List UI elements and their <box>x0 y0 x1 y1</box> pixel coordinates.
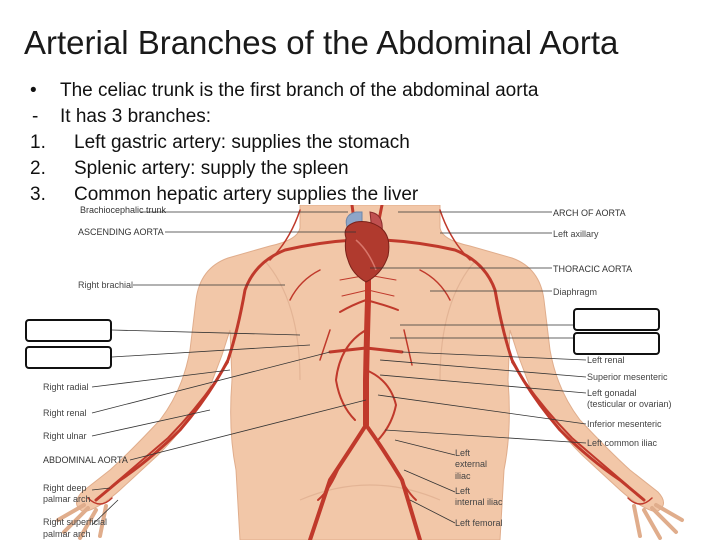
numbered-item <box>30 130 650 156</box>
label-right-radial: Right radial <box>43 382 89 392</box>
numbered-item <box>30 156 650 182</box>
label-superior-mesenteric: Superior mesenteric <box>587 372 668 382</box>
label-right-deep-palmar-2: palmar arch <box>43 494 91 504</box>
number-marker: 1. <box>30 132 46 153</box>
label-right-superficial-palmar-2: palmar arch <box>43 529 91 539</box>
label-right-deep-palmar: Right deep <box>43 483 87 493</box>
number-marker: 2. <box>30 158 46 179</box>
label-right-renal: Right renal <box>43 408 87 418</box>
label-inferior-mesenteric: Inferior mesenteric <box>587 419 662 429</box>
numbered-text: Common hepatic artery supplies the liver <box>74 184 419 205</box>
numbered-text: Left gastric artery: supplies the stomach <box>74 132 410 153</box>
label-arch-of-aorta: ARCH OF AORTA <box>553 208 626 218</box>
blank-label-box <box>573 332 660 355</box>
bullet-item <box>30 78 650 104</box>
bullet-list <box>30 78 650 208</box>
slide-title: Arterial Branches of the Abdominal Aorta <box>24 24 619 61</box>
label-diaphragm: Diaphragm <box>553 287 598 297</box>
label-left-internal-iliac: Left <box>455 486 471 496</box>
bullet-marker: - <box>32 106 39 127</box>
label-left-internal-iliac-2: internal iliac <box>455 497 503 507</box>
label-left-gonadal-2: (testicular or ovarian) <box>587 399 672 409</box>
arterial-diagram <box>0 205 720 540</box>
bullet-marker: • <box>30 80 37 101</box>
label-brachiocephalic: Brachiocephalic trunk <box>80 205 167 215</box>
label-left-external-iliac-3: iliac <box>455 471 471 481</box>
blank-label-box <box>25 319 112 342</box>
label-left-external-iliac-2: external <box>455 459 488 469</box>
label-left-femoral: Left femoral <box>455 518 503 528</box>
blank-label-box <box>25 346 112 369</box>
blank-label-box <box>573 308 660 331</box>
abdominal-aorta-vessel <box>366 260 368 425</box>
label-left-axillary: Left axillary <box>553 229 599 239</box>
arterial-diagram-svg <box>0 205 720 540</box>
bullet-text: The celiac trunk is the first branch of the abdominal aorta <box>60 80 539 101</box>
label-right-ulnar: Right ulnar <box>43 431 87 441</box>
label-right-superficial-palmar: Right superficial <box>43 517 108 527</box>
bullet-text: It has 3 branches: <box>60 106 212 127</box>
numbered-text: Splenic artery: supply the spleen <box>74 158 349 179</box>
label-left-common-iliac: Left common iliac <box>587 438 658 448</box>
label-abdominal-aorta: ABDOMINAL AORTA <box>43 455 128 465</box>
label-ascending-aorta: ASCENDING AORTA <box>78 227 164 237</box>
number-marker: 3. <box>30 184 46 205</box>
label-left-renal: Left renal <box>587 355 625 365</box>
label-right-brachial: Right brachial <box>78 280 134 290</box>
label-left-external-iliac: Left <box>455 448 471 458</box>
label-left-gonadal: Left gonadal <box>587 388 637 398</box>
bullet-item <box>30 104 650 130</box>
label-thoracic-aorta: THORACIC AORTA <box>553 264 633 274</box>
